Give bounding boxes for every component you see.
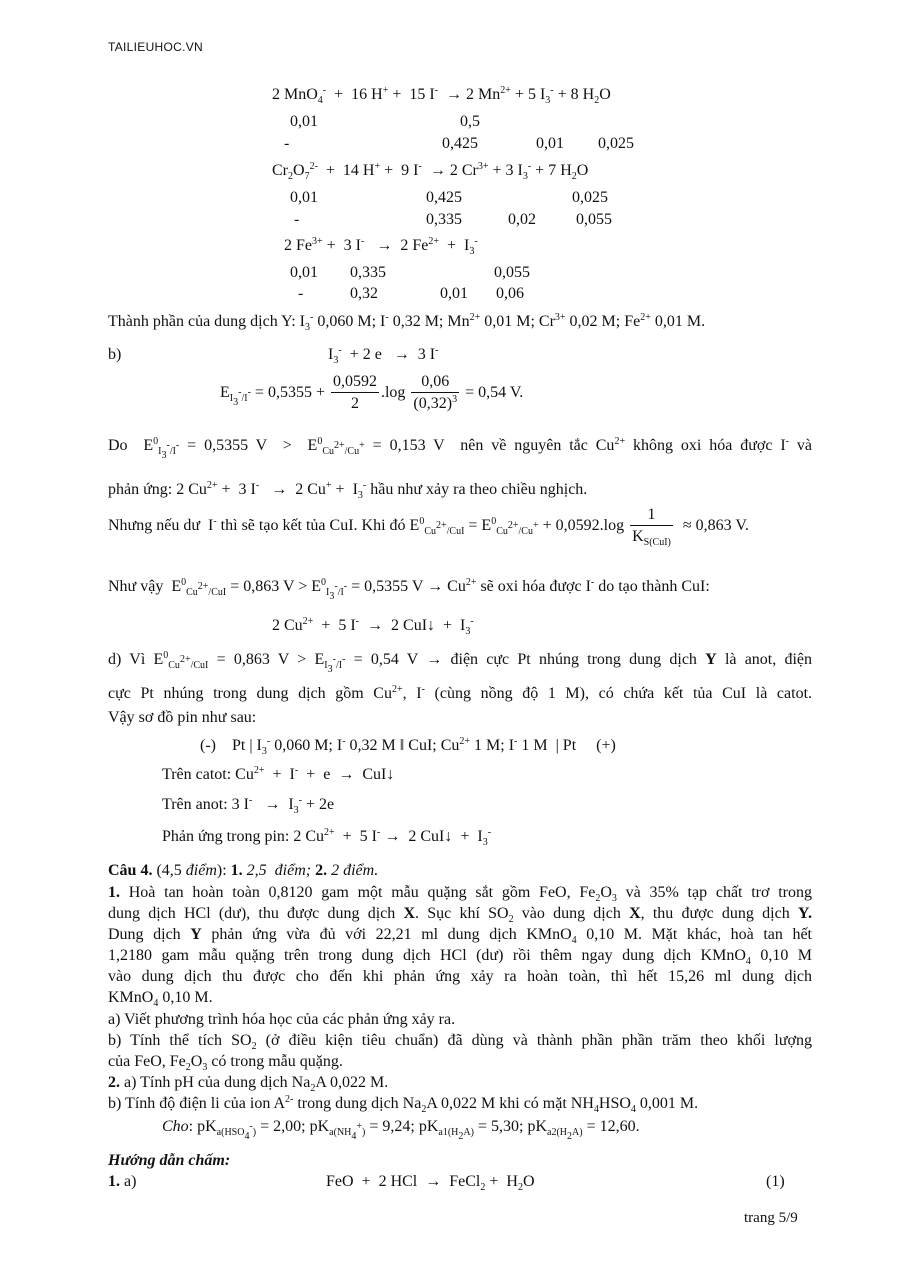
cathode-reaction: Trên catot: $Cu^{2+} + I^- + e$ → CuI↓	[162, 765, 395, 783]
reaction-2-final-cr: 0,02	[508, 211, 536, 228]
cu-oxidizes-iodide: Như vậy $E^0_{Cu^{2+}/CuI} = 0,863$ $V > E^0_{I_3^-/I^-} = 0,5355$ $V \to Cu^{2+}$ sẽ oxi hóa được I- do tạo thành CuI:	[108, 577, 710, 602]
reaction-2-final-i3: 0,055	[576, 211, 612, 228]
page-number: trang 5/9	[744, 1210, 798, 1226]
galvanic-cell-diagram: (-) Pt | $I_3^-$ 0,060 M; I- 0,32 M ‖ CuI; $Cu^{2+}$ 1 M; I- 1 M | Pt (+)	[200, 736, 616, 757]
q4-p1b-line-2: của FeO, $Fe_2O_3$ có trong mẫu quặng.	[108, 1053, 343, 1073]
equation-number: (1)	[766, 1173, 785, 1190]
site-header: TAILIEUHOC.VN	[108, 40, 204, 54]
reaction-2-initial-iodide: 0,425	[426, 189, 462, 206]
reaction-2-initial-i3: 0,025	[572, 189, 608, 206]
part-d-line-3: Vậy sơ đồ pin như sau:	[108, 709, 257, 726]
question-4-heading: Câu 4. (4,5 điểm): 1. 2,5 điểm; 2. 2 điểm.	[108, 862, 379, 879]
reaction-1-final-oxidant: -	[284, 135, 290, 152]
q4-p2a: 2. a) Tính pH của dung dịch $Na_2A$ 0,022 M.	[108, 1074, 389, 1094]
part-b-label: b)	[108, 346, 122, 363]
solution-y-composition: Thành phần của dung dịch Y: $I_3^-$ 0,060 M; I- 0,32 M; $Mn^{2+}$ 0,01 M; $Cr^{3+}$ 0,02 M; $Fe^{2+}$ 0,01 M.	[108, 312, 706, 333]
cui-precipitation-reaction: 2 $Cu^{2+} + 5$ I- → 2 CuI↓ + $I_3^-$	[272, 616, 474, 637]
q4-p1-line-5: vào dung dịch thu được cho đến khi phản ứng xảy ra hoàn toàn, thì hết 15,26 ml dung dịch	[108, 968, 812, 985]
given-constants: Cho: $pK_{a(HSO_4^-)} = 2,00$; $pK_{a(NH_4^+)} = 9,24$; $pK_{a1(H_2A)} = 5,30$; $pK_{a2(H_2A)} = 12,60$.	[162, 1118, 640, 1142]
answer-equation-1: FeO + 2 HCl → FeCl$_2$ + $H_2O$	[326, 1173, 535, 1193]
q4-p1-line-3: Dung dịch Y phản ứng vừa đủ với 22,21 ml dung dịch KMnO$_4$ 0,10 M. Mặt khác, hoà tan hết	[108, 926, 812, 946]
reaction-3-final-i3: 0,06	[496, 285, 524, 302]
reaction-3-final-iodide: 0,32	[350, 285, 378, 302]
reaction-1-final-i3: 0,025	[598, 135, 634, 152]
q4-p2b: b) Tính độ điện li của ion $A^{2-}$ trong dung dịch $Na_2A$ 0,022 M khi có mặt $NH_4HSO_4$ 0,001 M.	[108, 1094, 699, 1115]
part-d-line-1: d) Vì $E^0_{Cu^{2+}/CuI} = 0,863$ $V > E_{I_3^-/I^-} = 0,54$ V → điện cực Pt nhúng trong dung dịch Y là anot, điện	[108, 650, 813, 675]
iodine-half-reaction: $I_3^- + 2$ e → 3 I-	[328, 345, 439, 366]
reaction-1-final-mn: 0,01	[536, 135, 564, 152]
reaction-3-initial-fe: 0,01	[290, 264, 318, 281]
excess-iodide-note: Nhưng nếu dư I- thì sẽ tạo kết tủa CuI. Khi đó $E^0_{Cu^{2+}/CuI} = E^0_{Cu^{2+}/Cu^+} + 0,0592.\log$ $\frac{1}{K_{S(CuI)}}$ ≈ 0,863 V.	[108, 506, 749, 548]
reverse-reaction: phản ứng: 2 $Cu^{2+} + 3$ I- → 2 $Cu^+ + I_3^-$ hầu như xảy ra theo chiều nghịch.	[108, 480, 588, 501]
q4-p1a: a) Viết phương trình hóa học của các phản ứng xảy ra.	[108, 1011, 456, 1028]
grading-guide-heading: Hướng dẫn chấm:	[108, 1152, 231, 1169]
q4-p1-line-1: 1. Hoà tan hoàn toàn 0,8120 gam một mẫu quặng sắt gồm FeO, $Fe_2O_3$ và 35% tạp chất trơ trong	[108, 884, 812, 904]
q4-p1b-line-1: b) Tính thể tích $SO_2$ (ở điều kiện tiêu chuẩn) đã dùng và thành phần phần trăm theo khối lượng	[108, 1032, 813, 1052]
reaction-2-final-oxidant: -	[294, 211, 300, 228]
potential-comparison: Do $E^0_{I_3^-/I^-} = 0,5355$ $V > E^0_{Cu^{2+}/Cu^+} = 0,153$ V nên về nguyên tắc $Cu^{2+}$ không oxi hóa được I- và	[108, 436, 813, 461]
anode-reaction: Trên anot: 3 $I^- \to I_3^- + 2e$	[162, 795, 335, 816]
reaction-3-initial-iodide: 0,335	[350, 264, 386, 281]
q4-p1-line-2: dung dịch HCl (dư), thu được dung dịch X. Sục khí $SO_2$ vào dung dịch X, thu được dung dịch Y.	[108, 905, 812, 925]
nernst-equation: $E_{I_3^-/I^-} = 0,5355$ + $\frac{0,0592}{2}$ .log $\frac{0,06}{(0,32)^3}$ = 0,54 V.	[220, 373, 524, 412]
reaction-3-equation: 2 $Fe^{3+} + 3$ I- → 2 $Fe^{2+} + I_3^-$	[284, 236, 478, 257]
answer-label: 1. a)	[108, 1173, 137, 1190]
reaction-3-final-fe: -	[298, 285, 304, 302]
overall-cell-reaction: Phản ứng trong pin: 2 $Cu^{2+} + 5$ I- → 2 CuI↓ + $I_3^-$	[162, 827, 492, 848]
q4-p1-line-6: KMnO$_4$ 0,10 M.	[108, 989, 213, 1009]
reaction-3-final-fe2: 0,01	[440, 285, 468, 302]
reaction-2-initial-oxidant: 0,01	[290, 189, 318, 206]
reaction-1-equation: 2 MnO$_4$- + 16 H+ + 15 I- → 2 $Mn^{2+} + 5$ $I_3^- + 8$ $H_2O$	[272, 85, 611, 106]
question-4-title: Câu 4.	[108, 862, 153, 879]
part-d-line-2: cực Pt nhúng trong dung dịch gồm $Cu^{2+}$, I- (cùng nồng độ 1 M), có chứa kết tủa CuI là catot.	[108, 684, 813, 702]
reaction-1-initial-iodide: 0,5	[460, 113, 480, 130]
reaction-2-final-iodide: 0,335	[426, 211, 462, 228]
reaction-3-initial-i3: 0,055	[494, 264, 530, 281]
q4-p1-line-4: 1,2180 gam mẫu quặng trên trong dung dịch HCl (dư) rồi thêm ngay dung dịch KMnO$_4$ 0,10 M	[108, 947, 812, 967]
reaction-1-initial-oxidant: 0,01	[290, 113, 318, 130]
reaction-2-equation: $Cr_2O_7^{2-} + 14$ H+ + 9 I- → 2 $Cr^{3+} + 3$ $I_3^- + 7$ $H_2O$	[272, 161, 589, 182]
reaction-1-final-iodide: 0,425	[442, 135, 478, 152]
